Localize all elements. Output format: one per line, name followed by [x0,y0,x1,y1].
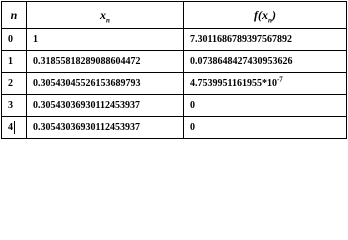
table-row [2,95,347,117]
iteration-table [1,1,347,139]
text-cursor [14,121,15,134]
cell-f [184,51,347,73]
cell-n[interactable] [2,117,27,139]
f-exponent: -7 [276,75,283,84]
x-value: 0.30543036930112453937 [33,121,140,133]
header-x-subscript: n [106,16,110,25]
header-row [2,2,347,29]
f-value: 4.7539951161955*10 [190,77,277,89]
x-value: 0.31855818289088604472 [33,55,141,67]
cell-x [27,29,184,51]
cell-x [27,51,184,73]
cell-f [184,117,347,139]
table-row [2,29,347,51]
x-value: 0.30543036930112453937 [33,99,140,111]
header-f-subscript: n [268,16,272,25]
cell-x [27,117,184,139]
table-row [2,117,347,139]
n-value: 4 [8,121,13,133]
header-x-label: x [100,8,107,22]
cell-n [2,73,27,95]
header-n-label: n [10,8,18,22]
x-value: 0.30543045526153689793 [33,77,141,89]
table-row [2,73,347,95]
cell-x [27,73,184,95]
n-value: 2 [8,77,13,89]
f-value: 7.3011686789397567892 [190,33,292,45]
cell-n [2,51,27,73]
cell-f [184,29,347,51]
header-n [2,2,27,29]
f-value: 0 [190,99,195,111]
cell-n [2,29,27,51]
cell-n [2,95,27,117]
f-value: 0 [190,121,195,133]
n-value: 3 [8,99,13,111]
header-f [184,2,347,29]
cell-x [27,95,184,117]
cell-f [184,95,347,117]
header-x [27,2,184,29]
f-value: 0.0738648427430953626 [190,55,293,67]
n-value: 0 [8,33,13,45]
n-value: 1 [8,55,13,67]
table-row [2,51,347,73]
cell-f [184,73,347,95]
x-value: 1 [33,33,38,45]
header-f-label: f(x [254,8,269,22]
header-f-label-close: ) [271,8,276,22]
